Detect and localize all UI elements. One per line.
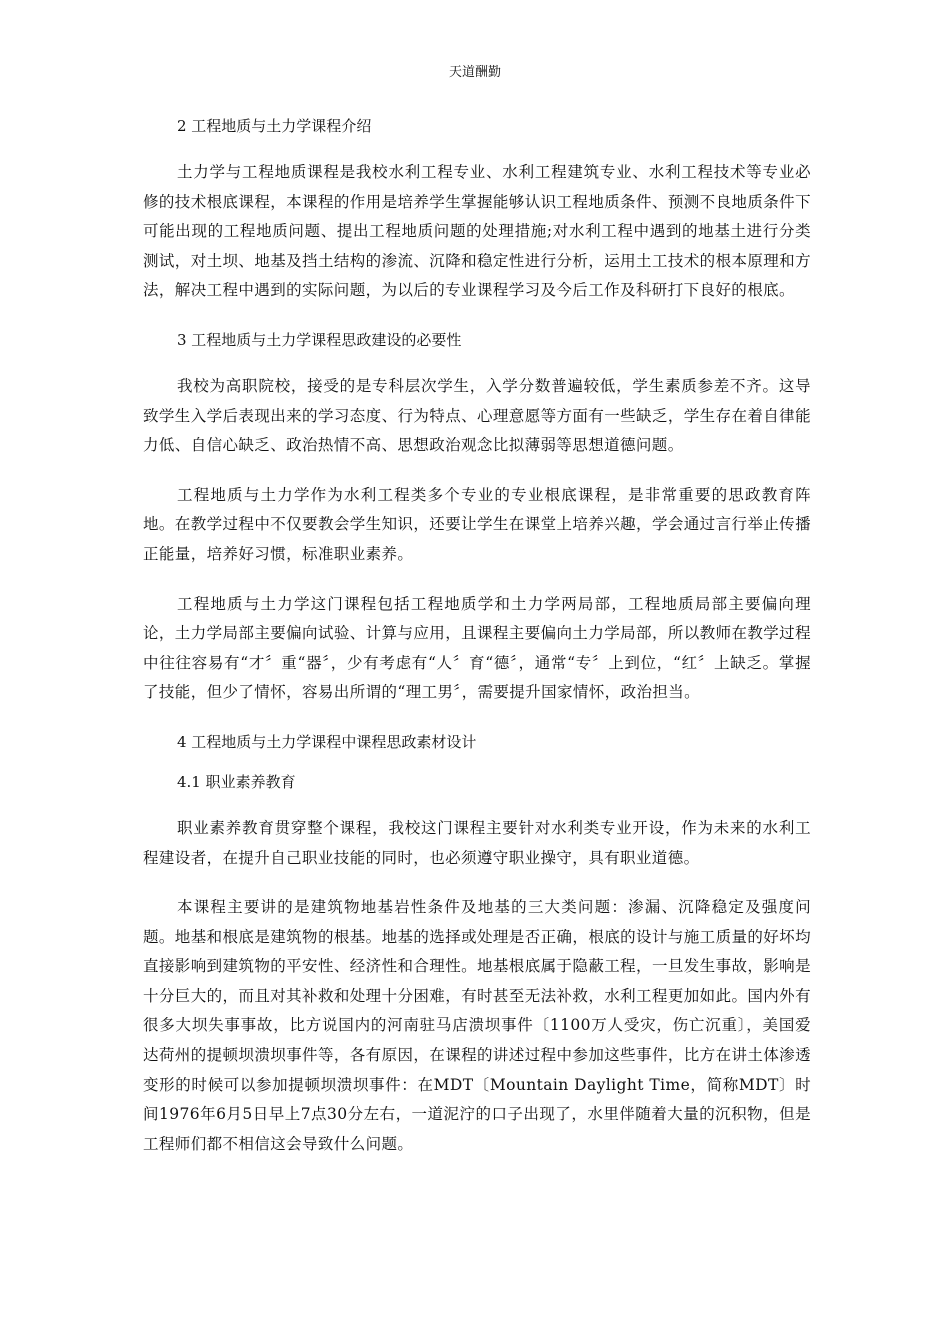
paragraph-course-intro: 土力学与工程地质课程是我校水利工程专业、水利工程建筑专业、水利工程技术等专业必修的技术根底课程，本课程的作用是培养学生掌握能够认识工程地质条件、预测不良地质条件下可能出现的工程地质问题、提出工程地质问题的处理措施;对水利工程中遇到的地基土进行分类测试，对土坝、地基及挡土结构的渗流、沉降和稳定性进行分析，运用土工技术的根本原理和方法，解决工程中遇到的实际问题，为以后的专业课程学习及今后工作及科研打下良好的根底。 xyxy=(143,163,811,300)
subsection-heading-4-1: 4.1 职业素养教育 xyxy=(177,772,296,791)
paragraph-foundation-problems: 本课程主要讲的是建筑物地基岩性条件及地基的三大类问题：渗漏、沉降稳定及强度问题。地基和根底是建筑物的根基。地基的选择或处理是否正确，根底的设计与施工质量的好坏均直接影响到建筑物的平安性、经济性和合理性。地基根底属于隐蔽工程，一旦发生事故，影响是十分巨大的，而且对其补救和处理十分困难，有时甚至无法补救，水利工程更加如此。国内外有很多大坝失事事故，比方说国内的河南驻马店溃坝事件〔1100万人受灾，伤亡沉重〕，美国爱达荷州的提顿坝溃坝事件等，各有原因，在课程的讲述过程中参加这些事件，比方在讲土体渗透变形的时候可以参加提顿坝溃坝事件：在MDT〔Mountain Daylight Time，简称MDT〕时间1976年6月5日早上7点30分左右，一道泥泞的口子出现了，水里伴随着大量的沉积物，但是工程师们都不相信这会导致什么问题。 xyxy=(143,898,811,1153)
paragraph-course-structure: 工程地质与土力学这门课程包括工程地质学和土力学两局部，工程地质局部主要偏向理论，土力学局部主要偏向试验、计算与应用，且课程主要偏向土力学局部，所以教师在教学过程中往往容易有“才〞重“器〞，少有考虑有“人〞育“德〞，通常“专〞上到位，“红〞上缺乏。掌握了技能，但少了情怀，容易出所谓的“理工男〞，需要提升国家情怀，政治担当。 xyxy=(143,594,811,702)
section-heading-4: 4 工程地质与土力学课程中课程思政素材设计 xyxy=(177,732,477,751)
paragraph-ideological-base: 工程地质与土力学作为水利工程类多个专业的专业根底课程，是非常重要的思政教育阵地。在教学过程中不仅要教会学生知识，还要让学生在课堂上培养兴趣，学会通过言行举止传播正能量，培养好习惯，标准职业素养。 xyxy=(143,485,811,563)
page-header: 天道酬勤 xyxy=(448,65,501,80)
document-body xyxy=(143,112,811,1159)
section-heading-3: 3 工程地质与土力学课程思政建设的必要性 xyxy=(177,330,462,349)
paragraph-student-profile: 我校为高职院校，接受的是专科层次学生，入学分数普遍较低，学生素质参差不齐。这导致学生入学后表现出来的学习态度、行为特点、心理意愿等方面有一些缺乏，学生存在着自律能力低、自信心缺乏、政治热情不高、思想政治观念比拟薄弱等思想道德问题。 xyxy=(143,376,811,455)
paragraph-professional-ethics: 职业素养教育贯穿整个课程，我校这门课程主要针对水利类专业开设，作为未来的水利工程建设者，在提升自己职业技能的同时，也必须遵守职业操守，具有职业道德。 xyxy=(143,818,811,867)
section-heading-2: 2 工程地质与土力学课程介绍 xyxy=(177,117,372,135)
